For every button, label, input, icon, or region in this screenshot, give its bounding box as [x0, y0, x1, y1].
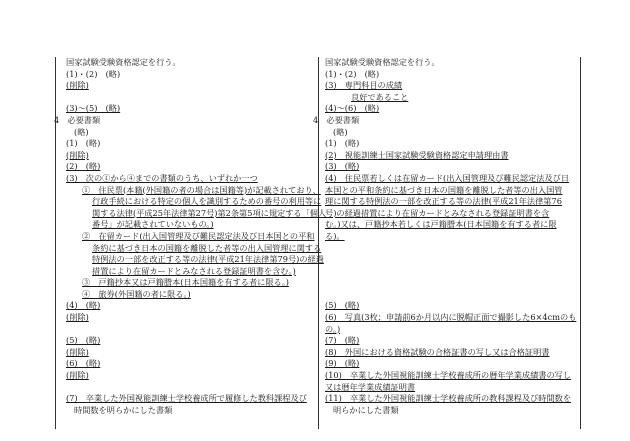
- text-line: 時間数を明らかにした書類: [74, 404, 173, 415]
- text-line: [325, 208, 577, 220]
- text-line: [325, 92, 577, 104]
- changed-text: 関する法律(平成25年法律第27号)第2条第5項に規定する「個人: [92, 207, 327, 218]
- text-line: [325, 103, 577, 115]
- text-line: [325, 300, 577, 312]
- text-line: [66, 277, 310, 289]
- changed-text: の。): [325, 323, 341, 334]
- text-line: 明らかにした書類: [333, 404, 399, 415]
- text-line: [325, 382, 577, 394]
- changed-text: 又は暦年学業成績証明書: [325, 381, 416, 392]
- text-line: [66, 80, 310, 92]
- changed-text: 本国との平和条約に基づき日本の国籍を離脱した者等の出入国管: [325, 184, 563, 195]
- item-label: (4) (略): [66, 300, 101, 311]
- text-line: [66, 300, 310, 312]
- changed-text: 理に関する特例法の一部を改正する等の法律(平成21年法律第76: [325, 196, 562, 207]
- right-column-text: [313, 57, 577, 416]
- changed-text: 番号」が記載されていないもの。): [92, 219, 214, 230]
- item-label: (2) (略): [66, 161, 101, 172]
- text-line: [325, 370, 577, 382]
- text-line: [66, 289, 310, 301]
- section-heading: 4 必要書類: [313, 114, 360, 125]
- text-line: [325, 335, 577, 347]
- text-line: (略): [74, 126, 89, 137]
- text-line: [66, 219, 310, 231]
- changed-text: 措置により在留カードとみなされる登録証明書を含む。): [92, 265, 296, 276]
- changed-text: 行政手続における特定の個人を識別するための番号の利用等に: [92, 196, 322, 207]
- text-line: [325, 219, 577, 231]
- text-line: [325, 173, 577, 185]
- changed-text: (2) 視能訓練士国家試験受験資格認定申請理由書: [325, 149, 509, 160]
- changed-text: ④ 旅券(外国籍の者に限る。): [82, 288, 191, 299]
- text-line: (1) (略): [325, 138, 360, 149]
- text-line: [66, 103, 310, 115]
- changed-text: 特例法の一部を改正する等の法律(平成21年法律第79号)の経過: [92, 254, 324, 265]
- item-range: (4)～(6) (略): [325, 103, 380, 114]
- text-line: [66, 196, 322, 208]
- text-line: [66, 161, 310, 173]
- deleted-marker: (削除): [66, 370, 89, 381]
- item-label: (6) (略): [66, 358, 101, 369]
- item-label: (7) (略): [325, 335, 360, 346]
- left-border-line: [55, 57, 56, 429]
- text-line: [66, 335, 310, 347]
- changed-text: む。)又は、戸籍抄本若しくは戸籍謄本(日本国籍を有する者に限: [325, 219, 557, 230]
- section-heading: 4 必要書類: [54, 114, 101, 125]
- changed-text: 条約に基づき日本の国籍を離脱した者等の出入国管理に関する: [92, 242, 322, 253]
- deleted-marker: (削除): [66, 312, 89, 323]
- changed-text: (4) 住民票若しくは在留カード(出入国管理及び難民認定法及び日: [325, 172, 570, 183]
- text-line: [66, 254, 324, 266]
- text-line: [66, 230, 315, 243]
- text-line: [66, 312, 310, 324]
- changed-text: (8) 外国における資格試験の合格証書の写し又は合格証明書: [325, 346, 550, 357]
- changed-text: る)。: [325, 230, 345, 241]
- item-label: (5) (略): [325, 300, 360, 311]
- text-line: (1)・(2) (略): [325, 68, 380, 79]
- text-line: (略): [333, 126, 348, 137]
- text-line: [325, 347, 577, 359]
- changed-text: (6) 写真(3枚；申請前6か月以内に脱帽正面で撮影した6×4cmのも: [325, 312, 577, 323]
- text-line: [325, 185, 577, 197]
- text-line: [325, 196, 577, 208]
- text-line: [66, 150, 310, 162]
- text-line: 国家試験受験資格認定を行う。: [325, 57, 440, 67]
- changed-text: 号)の経過措置により在留カードとみなされる登録証明書を含: [325, 207, 550, 218]
- text-line: [325, 393, 577, 405]
- changed-text: (3) 専門科目の成績: [325, 80, 403, 91]
- deleted-marker: (削除): [66, 346, 89, 357]
- changed-text: (7) 卒業した外国視能訓練士学校養成所で履修した教科課程及び: [66, 393, 307, 404]
- text-line: (1) (略): [66, 138, 101, 149]
- item-label: (3) 次の①から④までの書類のうち、いずれか一つ: [66, 172, 258, 183]
- left-column-text: [54, 57, 327, 416]
- text-line: [66, 242, 322, 255]
- text-line: [325, 161, 577, 173]
- changed-text: 良好であること: [351, 91, 409, 102]
- text-line: [325, 231, 577, 243]
- text-line: [66, 207, 327, 220]
- text-line: [325, 358, 577, 370]
- item-range: (3)～(5) (略): [66, 103, 121, 114]
- text-line: [66, 173, 310, 185]
- changed-text: ② 在留カード(出入国管理及び難民認定法及び日本国との平和: [82, 230, 315, 241]
- text-line: [66, 358, 310, 370]
- changed-text: (11) 卒業した外国視能訓練士学校養成所の教科課程及び時間数を: [325, 393, 572, 404]
- right-border-line: [580, 57, 581, 429]
- text-line: [66, 266, 310, 278]
- text-line: [325, 150, 577, 162]
- text-line: [325, 80, 577, 92]
- text-line: [66, 393, 310, 405]
- deleted-marker: (削除): [66, 149, 89, 160]
- item-label: (3) (略): [325, 161, 360, 172]
- deleted-marker: (削除): [66, 80, 89, 91]
- text-line: [325, 312, 577, 324]
- changed-text: ③ 戸籍抄本又は戸籍謄本(日本国籍を有する者に限る。): [82, 277, 289, 288]
- item-label: (9) (略): [325, 358, 360, 369]
- text-line: [325, 324, 577, 336]
- text-line: [66, 184, 321, 197]
- changed-text: (10) 卒業した外国視能訓練士学校養成所の暦年学業成績書の写し: [325, 370, 572, 381]
- changed-text: ① 住民票(本籍(外国籍の者の場合は国籍等)が記載されており、: [82, 184, 321, 195]
- text-line: [66, 370, 310, 382]
- text-line: 国家試験受験資格認定を行う。: [66, 57, 181, 67]
- text-line: [66, 347, 310, 359]
- text-line: (1)・(2) (略): [66, 68, 121, 79]
- item-label: (5) (略): [66, 335, 101, 346]
